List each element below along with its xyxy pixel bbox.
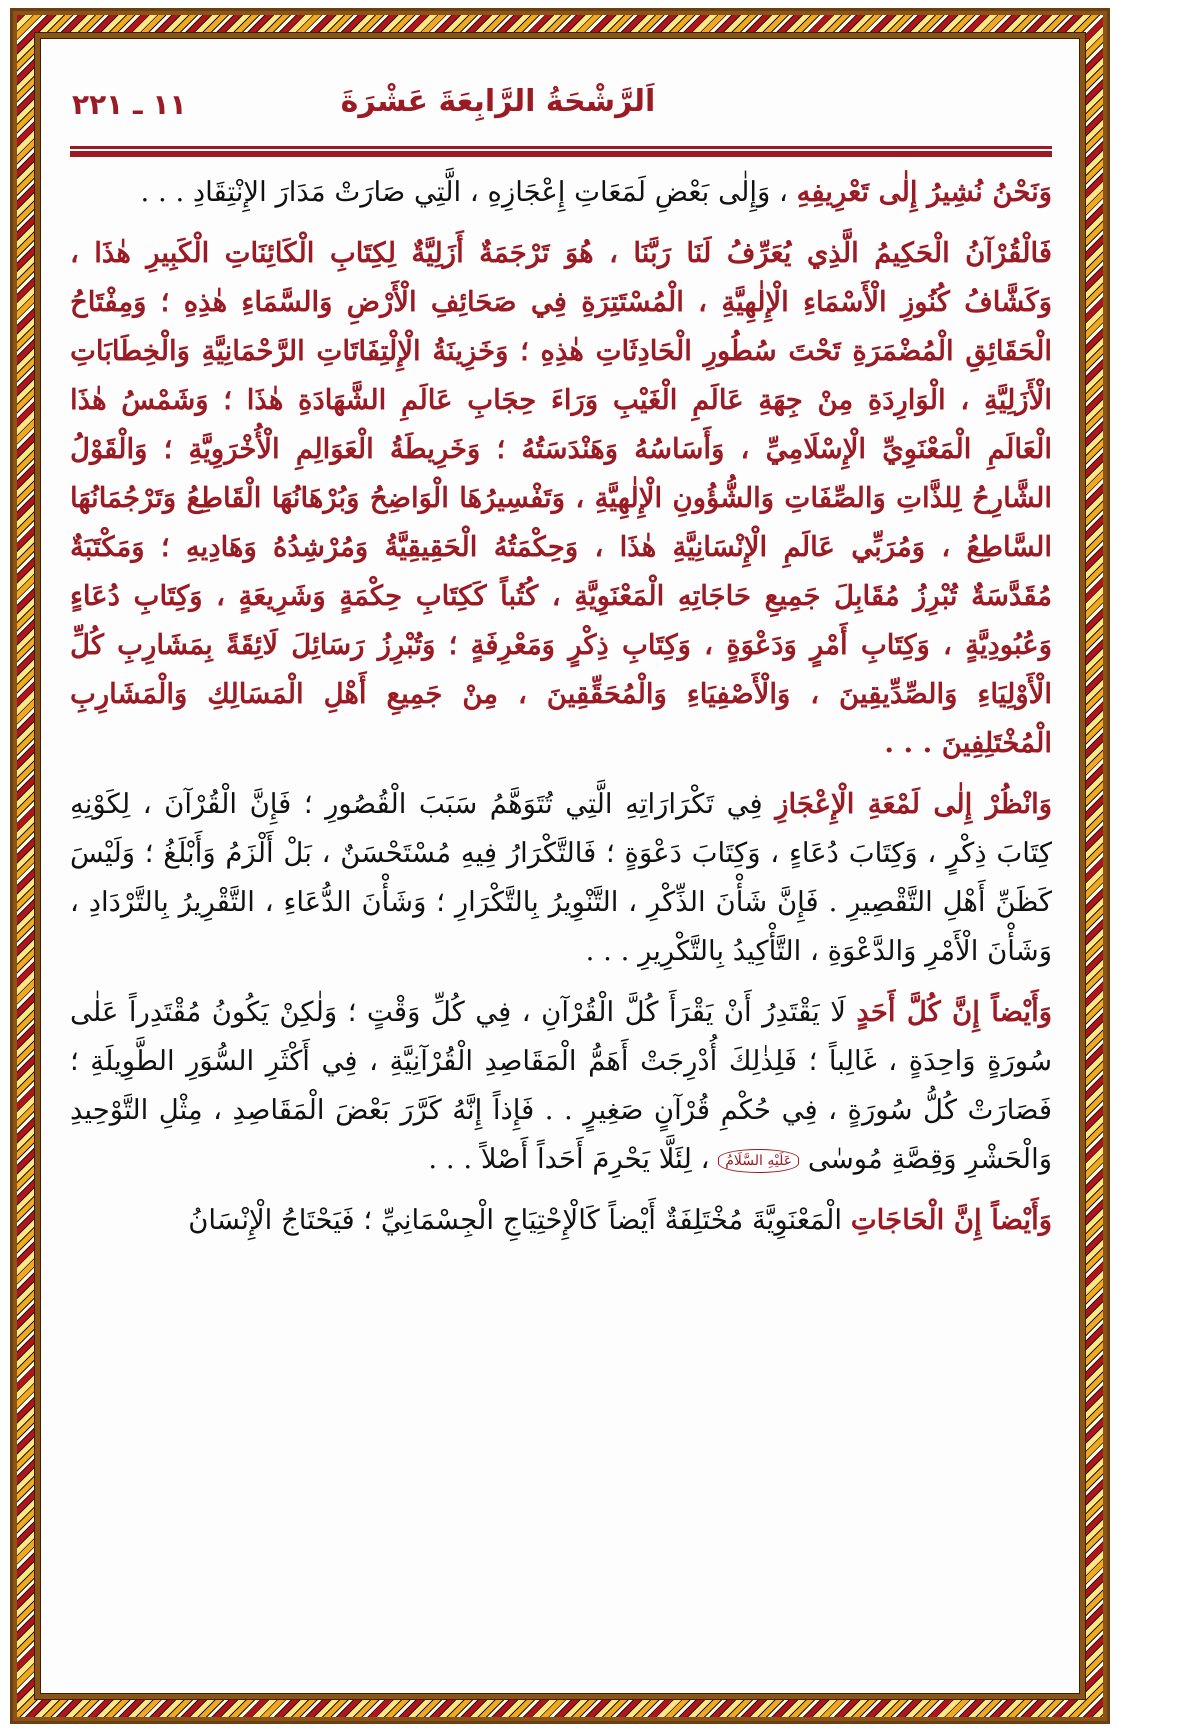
paragraph-lead: وَأَيْضاً إِنَّ الْحَاجَاتِ	[850, 1204, 1052, 1236]
body-text	[70, 168, 1052, 1257]
paragraph-text: فِي تَكْرَارَاتِهِ الَّتِي تُتَوَهَّمُ سَبَبَ الْقُصُورِ ؛ فَإِنَّ الْقُرْآنَ ، لِكَوْنِهِ كِتَابَ ذِكْرٍ ، وَكِتَابَ دُعَاءٍ ، وَكِتَابَ دَعْوَةٍ ؛ فَالتَّكْرَارُ فِيهِ مُسْتَحْسَنٌ ، بَلْ أَلْزَمُ وَأَبْلَغُ ؛ وَلَيْسَ كَظَنِّ أَهْلِ التَّقْصِيرِ . فَإِنَّ شَأْنَ الذِّكْرِ ، التَّنْوِيرُ بِالتَّكْرَارِ ؛ وَشَأْنَ الدُّعَاءِ ، التَّقْرِيرُ بِالتَّرْدَادِ ، وَشَأْنَ الْأَمْرِ وَالدَّعْوَةِ ، التَّأْكِيدُ بِالتَّكْرِيرِ . . .	[70, 788, 1052, 967]
paragraph-text: لَا يَقْتَدِرُ أَنْ يَقْرَأَ كُلَّ الْقُرْآنِ ، فِي كُلِّ وَقْتٍ ؛ وَلٰكِنْ يَكُونُ مُقْتَدِراً عَلٰى سُورَةٍ وَاحِدَةٍ ، غَالِباً ؛ فَلِذٰلِكَ أُدْرِجَتْ أَهَمُّ الْمَقَاصِدِ الْقُرْآنِيَّةِ ، فِي أَكْثَرِ السُّوَرِ الطَّوِيلَةِ ؛ فَصَارَتْ كُلُّ سُورَةٍ ، فِي حُكْمِ قُرْآنٍ صَغِيرٍ . . فَإِذاً إِنَّهُ كَرَّرَ بَعْضَ الْمَقَاصِدِ ، مِثْلِ التَّوْحِيدِ وَالْحَشْرِ وَقِصَّةِ مُوسٰى	[70, 996, 1052, 1175]
header-rule-thin	[70, 146, 1052, 149]
paragraph-text: ، وَإِلٰى بَعْضِ لَمَعَاتِ إِعْجَازِهِ ، الَّتِي صَارَتْ مَدَارَ الإِنْتِقَادِ . . .	[140, 176, 788, 208]
paragraph-text: الْمَعْنَوِيَّةَ مُخْتَلِفَةٌ أَيْضاً كَالْإِحْتِيَاجِ الْجِسْمَانِيِّ ؛ فَيَحْتَاجُ الْإِنْسَانُ	[188, 1204, 843, 1236]
paragraph-lead: وَأَيْضاً إِنَّ كُلَّ أَحَدٍ	[856, 996, 1053, 1028]
paragraph-2	[70, 229, 1052, 768]
paragraph-lead: وَنَحْنُ نُشِيرُ إِلٰى تَعْرِيفِهِ	[796, 176, 1052, 208]
paragraph-4	[70, 988, 1052, 1184]
ornamental-border	[10, 8, 1110, 1724]
header-rule-thick	[70, 151, 1052, 157]
paragraph-5	[70, 1196, 1052, 1245]
page-reference: ١١ ـ ٢٢١	[72, 88, 187, 121]
honorific-seal-icon: عَلَيْهِ السَّلَامُ	[718, 1149, 799, 1173]
paragraph-lead: وَانْظُرْ إِلٰى لَمْعَةِ الْإِعْجَازِ	[775, 788, 1052, 820]
paragraph-text-end: ، لِئَلَّا يَحْرِمَ أَحَداً أَصْلاً . . .	[428, 1143, 710, 1175]
paragraph-1	[70, 168, 1052, 217]
paragraph-3	[70, 780, 1052, 976]
page-content	[40, 38, 1080, 1694]
paragraph-text-red: فَالْقُرْآنُ الْحَكِيمُ الَّذِي يُعَرِّفُ لَنَا رَبَّنَا ، هُوَ تَرْجَمَةٌ أَزَلِيَّةٌ لِكِتَابِ الْكَائِنَاتِ الْكَبِيرِ هٰذَا ، وَكَشَّافُ كُنُوزِ الْأَسْمَاءِ الْإِلٰهِيَّةِ ، الْمُسْتَتِرَةِ فِي صَحَائِفِ الْأَرْضِ وَالسَّمَاءِ هٰذِهِ ؛ وَمِفْتَاحُ الْحَقَائِقِ الْمُضْمَرَةِ تَحْتَ سُطُورِ الْحَادِثَاتِ هٰذِهِ ؛ وَخَزِينَةُ الْإِلْتِفَاتَاتِ الرَّحْمَانِيَّةِ وَالْخِطَابَاتِ الْأَزَلِيَّةِ ، الْوَارِدَةِ مِنْ جِهَةِ عَالَمِ الْغَيْبِ وَرَاءَ حِجَابِ عَالَمِ الشَّهَادَةِ هٰذَا ؛ وَشَمْسُ هٰذَا الْعَالَمِ الْمَعْنَوِيِّ الْإِسْلَامِيِّ ، وَأَسَاسُهُ وَهَنْدَسَتُهُ ؛ وَخَرِيطَةُ الْعَوَالِمِ الْأُخْرَوِيَّةِ ؛ وَالْقَوْلُ الشَّارِحُ لِلذَّاتِ وَالصِّفَاتِ وَالشُّؤُونِ الْإِلٰهِيَّةِ ، وَتَفْسِيرُهَا الْوَاضِحُ وَبُرْهَانُهَا الْقَاطِعُ وَتَرْجُمَانُهَا السَّاطِعُ ، وَمُرَبِّي عَالَمِ الْإِنْسَانِيَّةِ هٰذَا ، وَحِكْمَتُهُ الْحَقِيقِيَّةُ وَمُرْشِدُهُ وَهَادِيهِ ؛ وَمَكْتَبَةٌ مُقَدَّسَةٌ تُبْرِزُ مُقَابِلَ جَمِيعِ حَاجَاتِهِ الْمَعْنَوِيَّةِ ، كُتُباً كَكِتَابِ حِكْمَةٍ وَشَرِيعَةٍ ، وَكِتَابِ دُعَاءٍ وَعُبُودِيَّةٍ ، وَكِتَابِ أَمْرٍ وَدَعْوَةٍ ، وَكِتَابِ ذِكْرٍ وَمَعْرِفَةٍ ؛ وَتُبْرِزُ رَسَائِلَ لَائِقَةً بِمَشَارِبِ كُلِّ الْأَوْلِيَاءِ وَالصِّدِّيقِينَ ، وَالْأَصْفِيَاءِ وَالْمُحَقِّقِينَ ، مِنْ جَمِيعِ أَهْلِ الْمَسَالِكِ وَالْمَشَارِبِ الْمُخْتَلِفِينَ . . .	[70, 237, 1052, 759]
chapter-title: اَلرَّشْحَةُ الرَّابِعَةَ عَشْرَةَ	[340, 84, 656, 119]
page-header	[64, 38, 1052, 138]
page-panel	[35, 33, 1085, 1699]
